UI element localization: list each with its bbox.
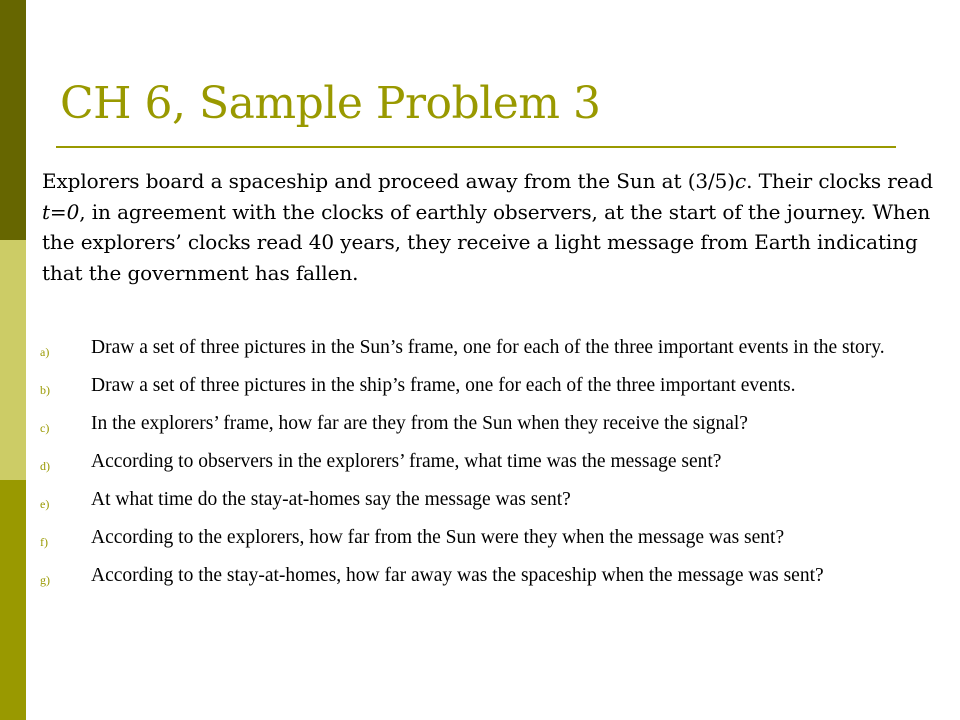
item-text: In the explorers’ frame, how far are they from the Sun when they receive the signal? [91, 413, 748, 434]
item-text: Draw a set of three pictures in the ship’s frame, one for each of the three important events. [91, 375, 796, 396]
item-text: According to observers in the explorers’ frame, what time was the message sent? [91, 451, 722, 472]
question-item-e [40, 488, 945, 516]
question-item-a [40, 336, 945, 364]
item-marker: a) [40, 345, 50, 359]
question-list [40, 336, 945, 602]
problem-statement [42, 166, 942, 288]
side-bar-top [0, 0, 26, 240]
item-marker: f) [40, 535, 48, 549]
intro-part-2: . Their clocks read [746, 169, 933, 193]
item-text: According to the stay-at-homes, how far away was the spaceship when the message was sent? [91, 565, 824, 586]
item-marker: d) [40, 459, 50, 473]
question-item-f [40, 526, 945, 554]
item-marker: c) [40, 421, 50, 435]
question-item-g [40, 564, 945, 592]
side-bar-middle [0, 240, 26, 480]
item-text: Draw a set of three pictures in the Sun’s frame, one for each of the three important events in the story. [91, 337, 885, 358]
title-underline [56, 146, 896, 148]
intro-part-3: , in agreement with the clocks of earthly observers, at the start of the journey. When the explorers’ clocks read 40 years, they receive a light message from Earth indicating that the government has fallen. [42, 199, 931, 285]
item-marker: b) [40, 383, 50, 397]
question-item-b [40, 374, 945, 402]
side-bar-bottom [0, 480, 26, 720]
question-item-c [40, 412, 945, 440]
intro-c: c [735, 169, 747, 193]
item-text: According to the explorers, how far from the Sun were they when the message was sent? [91, 527, 785, 548]
item-text: At what time do the stay-at-homes say the message was sent? [91, 489, 571, 510]
question-item-d [40, 450, 945, 478]
item-marker: e) [40, 497, 50, 511]
intro-t0: t=0 [42, 199, 80, 224]
item-marker: g) [40, 573, 50, 587]
slide-title: CH 6, Sample Problem 3 [60, 78, 601, 129]
intro-part-1: Explorers board a spaceship and proceed away from the Sun at (3/5) [42, 169, 735, 193]
